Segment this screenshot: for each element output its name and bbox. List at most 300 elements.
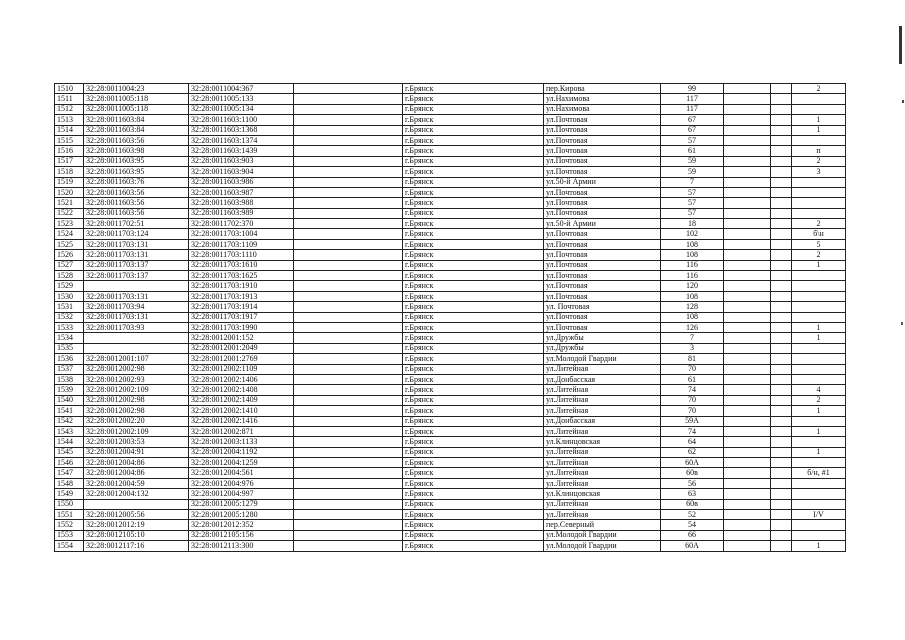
object-cadastral-number-cell: 32:28:0011603:903 (189, 156, 294, 166)
house-number-cell: 60А (661, 541, 724, 551)
empty-cell (294, 146, 403, 156)
apartment-cell (792, 364, 846, 374)
empty-cell (294, 333, 403, 343)
parcel-cadastral-number-cell: 32:28:0011603:76 (84, 177, 189, 187)
city-cell: г.Брянск (403, 354, 544, 364)
city-cell: г.Брянск (403, 94, 544, 104)
object-cadastral-number-cell: 32:28:0011603:1374 (189, 135, 294, 145)
parcel-cadastral-number-cell: 32:28:0011703:124 (84, 229, 189, 239)
street-cell: ул.Почтовая (544, 229, 661, 239)
empty-cell (294, 499, 403, 509)
parcel-cadastral-number-cell: 32:28:0011603:56 (84, 198, 189, 208)
table-row (55, 468, 846, 478)
empty-cell (294, 177, 403, 187)
row-number-cell: 1534 (55, 333, 84, 343)
property-register-table (54, 83, 846, 552)
empty-cell (771, 333, 792, 343)
empty-cell (724, 167, 771, 177)
scan-speck (901, 322, 903, 325)
empty-cell (724, 343, 771, 353)
street-cell: ул.Донбасская (544, 374, 661, 384)
city-cell: г.Брянск (403, 177, 544, 187)
house-number-cell: 52 (661, 510, 724, 520)
empty-cell (724, 426, 771, 436)
table-row (55, 84, 846, 94)
row-number-cell: 1551 (55, 510, 84, 520)
house-number-cell: 74 (661, 385, 724, 395)
empty-cell (724, 104, 771, 114)
empty-cell (294, 156, 403, 166)
empty-cell (724, 177, 771, 187)
empty-cell (294, 260, 403, 270)
empty-cell (724, 478, 771, 488)
apartment-cell: 2 (792, 156, 846, 166)
parcel-cadastral-number-cell: 32:28:0011703:94 (84, 302, 189, 312)
empty-cell (724, 530, 771, 540)
table-row (55, 364, 846, 374)
row-number-cell: 1541 (55, 406, 84, 416)
house-number-cell: 59 (661, 167, 724, 177)
row-number-cell: 1554 (55, 541, 84, 551)
empty-cell (294, 416, 403, 426)
house-number-cell: 57 (661, 187, 724, 197)
apartment-cell (792, 281, 846, 291)
empty-cell (724, 250, 771, 260)
street-cell: ул.Почтовая (544, 312, 661, 322)
empty-cell (294, 520, 403, 530)
street-cell: пер.Кирова (544, 84, 661, 94)
object-cadastral-number-cell: 32:28:0011603:1439 (189, 146, 294, 156)
row-number-cell: 1517 (55, 156, 84, 166)
empty-cell (724, 239, 771, 249)
table-row (55, 426, 846, 436)
scan-speck (902, 100, 904, 103)
row-number-cell: 1542 (55, 416, 84, 426)
parcel-cadastral-number-cell: 32:28:0012012:19 (84, 520, 189, 530)
apartment-cell: 1 (792, 322, 846, 332)
city-cell: г.Брянск (403, 146, 544, 156)
street-cell: ул.Литейная (544, 395, 661, 405)
table-row (55, 260, 846, 270)
row-number-cell: 1549 (55, 489, 84, 499)
city-cell: г.Брянск (403, 437, 544, 447)
empty-cell (771, 520, 792, 530)
street-cell: ул.Литейная (544, 447, 661, 457)
parcel-cadastral-number-cell: 32:28:0011703:131 (84, 239, 189, 249)
city-cell: г.Брянск (403, 426, 544, 436)
empty-cell (771, 416, 792, 426)
empty-cell (294, 291, 403, 301)
house-number-cell: 108 (661, 312, 724, 322)
street-cell: ул.Почтовая (544, 260, 661, 270)
apartment-cell: 1 (792, 125, 846, 135)
street-cell: ул.Литейная (544, 458, 661, 468)
house-number-cell: 74 (661, 426, 724, 436)
table-row (55, 219, 846, 229)
empty-cell (771, 426, 792, 436)
parcel-cadastral-number-cell: 32:28:0011703:137 (84, 260, 189, 270)
apartment-cell (792, 291, 846, 301)
city-cell: г.Брянск (403, 458, 544, 468)
object-cadastral-number-cell: 32:28:0012004:976 (189, 478, 294, 488)
street-cell: ул.Почтовая (544, 156, 661, 166)
table-row (55, 104, 846, 114)
city-cell: г.Брянск (403, 229, 544, 239)
street-cell: ул.Почтовая (544, 125, 661, 135)
parcel-cadastral-number-cell: 32:28:0012002:93 (84, 374, 189, 384)
empty-cell (724, 291, 771, 301)
apartment-cell: 1 (792, 541, 846, 551)
apartment-cell: 3 (792, 167, 846, 177)
table-row (55, 354, 846, 364)
house-number-cell: 63 (661, 489, 724, 499)
city-cell: г.Брянск (403, 312, 544, 322)
parcel-cadastral-number-cell: 32:28:0012004:59 (84, 478, 189, 488)
apartment-cell (792, 530, 846, 540)
street-cell: пер.Северный (544, 520, 661, 530)
empty-cell (724, 416, 771, 426)
street-cell: ул.50-й Армии (544, 177, 661, 187)
city-cell: г.Брянск (403, 374, 544, 384)
empty-cell (771, 354, 792, 364)
table-row (55, 198, 846, 208)
street-cell: ул.Донбасская (544, 416, 661, 426)
empty-cell (771, 499, 792, 509)
empty-cell (724, 374, 771, 384)
table-row (55, 146, 846, 156)
city-cell: г.Брянск (403, 167, 544, 177)
apartment-cell (792, 437, 846, 447)
street-cell: ул.Почтовая (544, 135, 661, 145)
empty-cell (771, 115, 792, 125)
object-cadastral-number-cell: 32:28:0012105:156 (189, 530, 294, 540)
empty-cell (771, 208, 792, 218)
house-number-cell: 3 (661, 343, 724, 353)
parcel-cadastral-number-cell: 32:28:0012002:109 (84, 385, 189, 395)
apartment-cell (792, 343, 846, 353)
empty-cell (724, 115, 771, 125)
row-number-cell: 1536 (55, 354, 84, 364)
empty-cell (771, 125, 792, 135)
row-number-cell: 1510 (55, 84, 84, 94)
parcel-cadastral-number-cell: 32:28:0012004:86 (84, 458, 189, 468)
city-cell: г.Брянск (403, 530, 544, 540)
empty-cell (771, 250, 792, 260)
empty-cell (724, 333, 771, 343)
street-cell: ул.Литейная (544, 499, 661, 509)
empty-cell (724, 187, 771, 197)
apartment-cell: п (792, 146, 846, 156)
empty-cell (771, 406, 792, 416)
empty-cell (724, 94, 771, 104)
table-row (55, 478, 846, 488)
street-cell: ул.Почтовая (544, 167, 661, 177)
row-number-cell: 1531 (55, 302, 84, 312)
empty-cell (294, 135, 403, 145)
object-cadastral-number-cell: 32:28:0011603:988 (189, 198, 294, 208)
empty-cell (294, 458, 403, 468)
empty-cell (771, 489, 792, 499)
street-cell: ул.Литейная (544, 406, 661, 416)
parcel-cadastral-number-cell: 32:28:0012117:16 (84, 541, 189, 551)
apartment-cell: 5 (792, 239, 846, 249)
street-cell: ул.Почтовая (544, 271, 661, 281)
empty-cell (724, 146, 771, 156)
apartment-cell (792, 198, 846, 208)
parcel-cadastral-number-cell: 32:28:0011603:95 (84, 156, 189, 166)
empty-cell (294, 541, 403, 551)
city-cell: г.Брянск (403, 156, 544, 166)
row-number-cell: 1518 (55, 167, 84, 177)
empty-cell (294, 468, 403, 478)
house-number-cell: 117 (661, 104, 724, 114)
empty-cell (771, 281, 792, 291)
table-row (55, 156, 846, 166)
object-cadastral-number-cell: 32:28:0011703:1990 (189, 322, 294, 332)
parcel-cadastral-number-cell: 32:28:0012002:20 (84, 416, 189, 426)
apartment-cell: 4 (792, 385, 846, 395)
parcel-cadastral-number-cell: 32:28:0012002:109 (84, 426, 189, 436)
object-cadastral-number-cell: 32:28:0012004:1259 (189, 458, 294, 468)
row-number-cell: 1547 (55, 468, 84, 478)
street-cell: ул.Почтовая (544, 198, 661, 208)
empty-cell (294, 322, 403, 332)
house-number-cell: 81 (661, 354, 724, 364)
city-cell: г.Брянск (403, 260, 544, 270)
object-cadastral-number-cell: 32:28:0011005:134 (189, 104, 294, 114)
empty-cell (771, 458, 792, 468)
empty-cell (771, 135, 792, 145)
apartment-cell (792, 354, 846, 364)
empty-cell (771, 167, 792, 177)
object-cadastral-number-cell: 32:28:0011004:367 (189, 84, 294, 94)
row-number-cell: 1511 (55, 94, 84, 104)
empty-cell (724, 499, 771, 509)
apartment-cell (792, 208, 846, 218)
object-cadastral-number-cell: 32:28:0012002:1408 (189, 385, 294, 395)
table-row (55, 499, 846, 509)
row-number-cell: 1553 (55, 530, 84, 540)
table-row (55, 333, 846, 343)
object-cadastral-number-cell: 32:28:0011703:1110 (189, 250, 294, 260)
table-row (55, 291, 846, 301)
apartment-cell: б\н (792, 229, 846, 239)
city-cell: г.Брянск (403, 447, 544, 457)
empty-cell (294, 489, 403, 499)
empty-cell (771, 395, 792, 405)
object-cadastral-number-cell: 32:28:0011703:1914 (189, 302, 294, 312)
empty-cell (771, 94, 792, 104)
street-cell: ул.Литейная (544, 510, 661, 520)
city-cell: г.Брянск (403, 271, 544, 281)
empty-cell (771, 364, 792, 374)
house-number-cell: 108 (661, 291, 724, 301)
object-cadastral-number-cell: 32:28:0012005:1280 (189, 510, 294, 520)
object-cadastral-number-cell: 32:28:0011005:133 (189, 94, 294, 104)
empty-cell (294, 437, 403, 447)
empty-cell (724, 135, 771, 145)
city-cell: г.Брянск (403, 302, 544, 312)
apartment-cell: б/н, #1 (792, 468, 846, 478)
empty-cell (771, 291, 792, 301)
empty-cell (294, 354, 403, 364)
street-cell: ул.Литейная (544, 364, 661, 374)
empty-cell (724, 385, 771, 395)
table-row (55, 385, 846, 395)
parcel-cadastral-number-cell (84, 333, 189, 343)
parcel-cadastral-number-cell: 32:28:0011603:56 (84, 208, 189, 218)
street-cell: ул.Почтовая (544, 146, 661, 156)
row-number-cell: 1546 (55, 458, 84, 468)
object-cadastral-number-cell: 32:28:0011703:1917 (189, 312, 294, 322)
house-number-cell: 70 (661, 406, 724, 416)
row-number-cell: 1529 (55, 281, 84, 291)
apartment-cell (792, 302, 846, 312)
object-cadastral-number-cell: 32:28:0012002:1409 (189, 395, 294, 405)
table-row (55, 281, 846, 291)
empty-cell (294, 115, 403, 125)
empty-cell (724, 219, 771, 229)
parcel-cadastral-number-cell: 32:28:0011603:84 (84, 125, 189, 135)
empty-cell (724, 468, 771, 478)
object-cadastral-number-cell: 32:28:0012002:1410 (189, 406, 294, 416)
empty-cell (771, 104, 792, 114)
empty-cell (294, 104, 403, 114)
parcel-cadastral-number-cell: 32:28:0011702:51 (84, 219, 189, 229)
empty-cell (294, 239, 403, 249)
city-cell: г.Брянск (403, 84, 544, 94)
empty-cell (771, 260, 792, 270)
object-cadastral-number-cell: 32:28:0012001:2769 (189, 354, 294, 364)
table-row (55, 395, 846, 405)
city-cell: г.Брянск (403, 208, 544, 218)
row-number-cell: 1515 (55, 135, 84, 145)
empty-cell (724, 510, 771, 520)
apartment-cell (792, 177, 846, 187)
empty-cell (724, 208, 771, 218)
empty-cell (771, 322, 792, 332)
empty-cell (294, 447, 403, 457)
empty-cell (724, 84, 771, 94)
city-cell: г.Брянск (403, 115, 544, 125)
house-number-cell: 117 (661, 94, 724, 104)
empty-cell (724, 458, 771, 468)
house-number-cell: 120 (661, 281, 724, 291)
street-cell: ул.Почтовая (544, 115, 661, 125)
city-cell: г.Брянск (403, 385, 544, 395)
house-number-cell: 70 (661, 395, 724, 405)
street-cell: ул.Почтовая (544, 322, 661, 332)
street-cell: ул.Нахимова (544, 94, 661, 104)
table-row (55, 343, 846, 353)
apartment-cell (792, 104, 846, 114)
empty-cell (294, 208, 403, 218)
register-sheet (54, 83, 846, 552)
street-cell: ул.Почтовая (544, 291, 661, 301)
apartment-cell: 1 (792, 406, 846, 416)
object-cadastral-number-cell: 32:28:0011703:1913 (189, 291, 294, 301)
parcel-cadastral-number-cell: 32:28:0011005:118 (84, 104, 189, 114)
empty-cell (771, 447, 792, 457)
city-cell: г.Брянск (403, 406, 544, 416)
parcel-cadastral-number-cell: 32:28:0011703:131 (84, 312, 189, 322)
object-cadastral-number-cell: 32:28:0011603:904 (189, 167, 294, 177)
empty-cell (771, 229, 792, 239)
object-cadastral-number-cell: 32:28:0011703:1109 (189, 239, 294, 249)
street-cell: ул.Молодой Гвардии (544, 541, 661, 551)
parcel-cadastral-number-cell: 32:28:0012004:86 (84, 468, 189, 478)
city-cell: г.Брянск (403, 395, 544, 405)
parcel-cadastral-number-cell: 32:28:0011703:131 (84, 250, 189, 260)
row-number-cell: 1544 (55, 437, 84, 447)
city-cell: г.Брянск (403, 520, 544, 530)
apartment-cell: 2 (792, 84, 846, 94)
parcel-cadastral-number-cell (84, 499, 189, 509)
house-number-cell: 60А (661, 458, 724, 468)
street-cell: ул.Молодой Гвардии (544, 354, 661, 364)
street-cell: ул.Дружбы (544, 333, 661, 343)
empty-cell (294, 478, 403, 488)
object-cadastral-number-cell: 32:28:0011703:1004 (189, 229, 294, 239)
house-number-cell: 67 (661, 115, 724, 125)
object-cadastral-number-cell: 32:28:0011603:986 (189, 177, 294, 187)
table-row (55, 406, 846, 416)
parcel-cadastral-number-cell: 32:28:0011603:95 (84, 167, 189, 177)
house-number-cell: 59А (661, 416, 724, 426)
scan-edge-mark (899, 26, 902, 64)
table-row (55, 530, 846, 540)
empty-cell (771, 530, 792, 540)
house-number-cell: 56 (661, 478, 724, 488)
empty-cell (294, 426, 403, 436)
object-cadastral-number-cell: 32:28:0012002:1109 (189, 364, 294, 374)
parcel-cadastral-number-cell: 32:28:0012002:98 (84, 395, 189, 405)
city-cell: г.Брянск (403, 187, 544, 197)
house-number-cell: 7 (661, 177, 724, 187)
empty-cell (771, 374, 792, 384)
object-cadastral-number-cell: 32:28:0012004:997 (189, 489, 294, 499)
row-number-cell: 1513 (55, 115, 84, 125)
empty-cell (771, 468, 792, 478)
empty-cell (294, 530, 403, 540)
empty-cell (294, 125, 403, 135)
house-number-cell: 126 (661, 322, 724, 332)
empty-cell (724, 364, 771, 374)
house-number-cell: 70 (661, 364, 724, 374)
empty-cell (771, 187, 792, 197)
parcel-cadastral-number-cell: 32:28:0012003:53 (84, 437, 189, 447)
row-number-cell: 1524 (55, 229, 84, 239)
apartment-cell (792, 499, 846, 509)
empty-cell (771, 239, 792, 249)
city-cell: г.Брянск (403, 250, 544, 260)
house-number-cell: 57 (661, 208, 724, 218)
street-cell: ул.Молодой Гвардии (544, 530, 661, 540)
empty-cell (294, 271, 403, 281)
empty-cell (724, 281, 771, 291)
apartment-cell (792, 135, 846, 145)
city-cell: г.Брянск (403, 125, 544, 135)
apartment-cell (792, 489, 846, 499)
city-cell: г.Брянск (403, 489, 544, 499)
row-number-cell: 1550 (55, 499, 84, 509)
apartment-cell: 1 (792, 426, 846, 436)
empty-cell (294, 229, 403, 239)
object-cadastral-number-cell: 32:28:0012002:1406 (189, 374, 294, 384)
house-number-cell: 116 (661, 260, 724, 270)
row-number-cell: 1521 (55, 198, 84, 208)
parcel-cadastral-number-cell (84, 281, 189, 291)
